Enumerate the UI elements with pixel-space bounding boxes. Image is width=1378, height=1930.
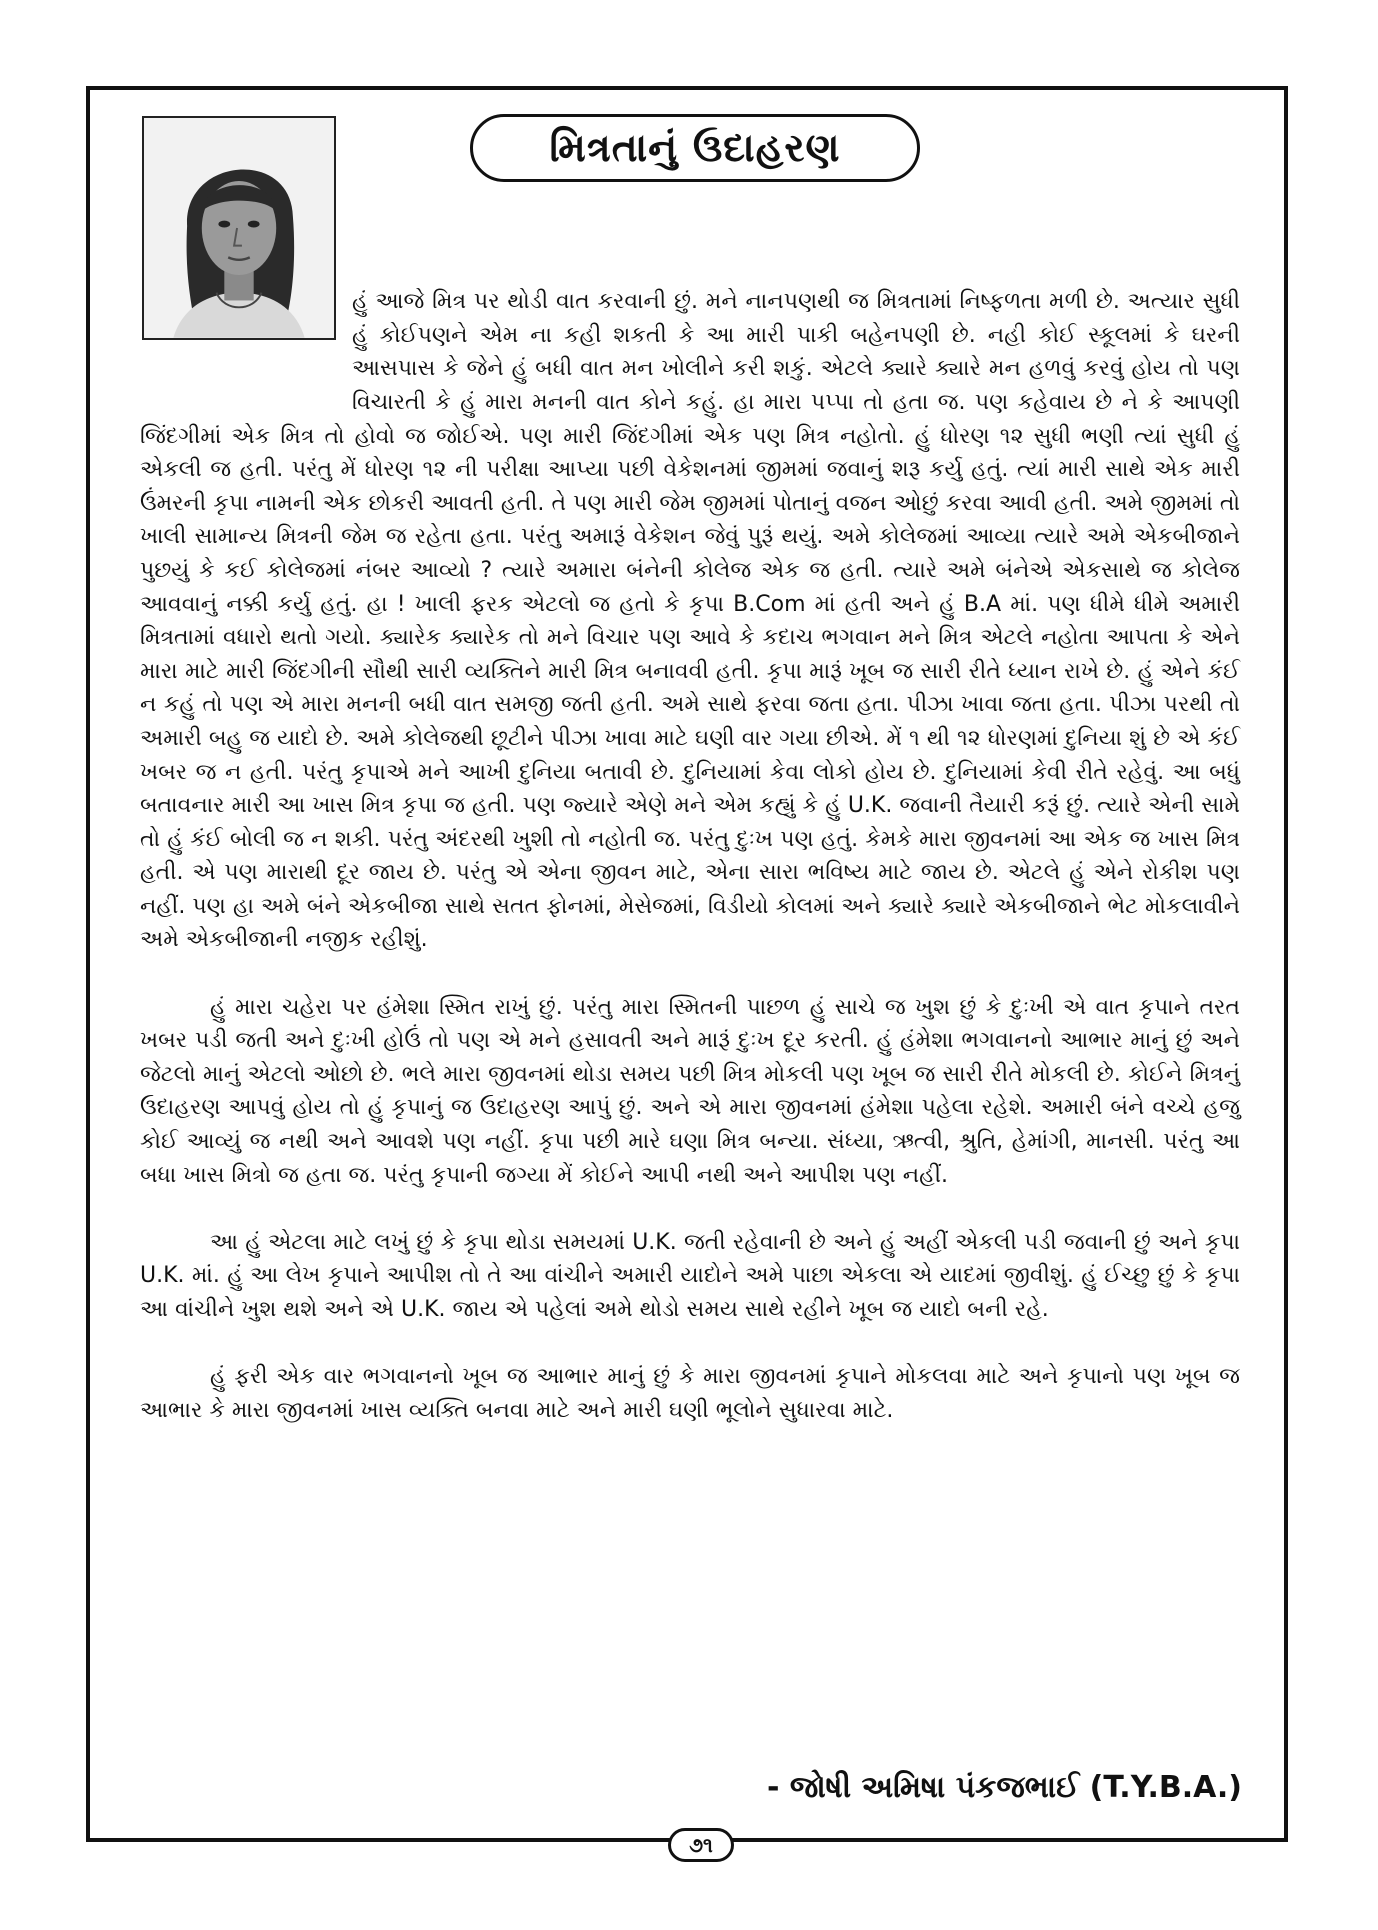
author-signature: - જોષી અમિષા પંકજભાઈ (T.Y.B.A.): [766, 1770, 1242, 1805]
paragraph-1: હું આજે મિત્ર પર થોડી વાત કરવાની છું. મને નાનપણથી જ મિત્રતામાં નિષ્ફળતા મળી છે. અત્યાર સુધી હું કોઈપણને એમ ના કહી શકતી કે આ મારી પાકી બહેનપણી છે. નહી કોઈ સ્કૂલમાં કે ઘરની આસપાસ કે જેને હું બધી વાત મન ખોલીને કરી શકું. એટલે ક્યારે ક્યારે મન હળવું કરવું હોય તો પણ વિચારતી કે હું મારા મનની વાત કોને કહું. હા મારા પપ્પા તો હતા જ. પણ કહેવાય છે ને કે આપણી જિંદગીમાં એક મિત્ર તો હોવો જ જોઈએ. પણ મારી જિંદગીમાં એક પણ મિત્ર નહોતો. હું ધોરણ ૧૨ સુધી ભણી ત્યાં સુધી હું એકલી જ હતી. પરંતુ મેં ધોરણ ૧૨ ની પરીક્ષા આપ્યા પછી વેકેશનમાં જીમમાં જવાનું શરૂ કર્યુ હતું. ત્યાં મારી સાથે એક મારી ઉંમરની કૃપા નામની એક છોકરી આવતી હતી. તે પણ મારી જેમ જીમમાં પોતાનું વજન ઓછું કરવા આવી હતી. અમે જીમમાં તો ખાલી સામાન્ય મિત્રની જેમ જ રહેતા હતા. પરંતુ અમારૂં વેકેશન જેવું પુરૂં થયું. અમે કોલેજમાં આવ્યા ત્યારે અમે એકબીજાને પુછયું કે કઈ કોલેજમાં નંબર આવ્યો ? ત્યારે અમારા બંનેની કોલેજ એક જ હતી. ત્યારે અમે બંનેએ એકસાથે જ કોલેજ આવવાનું નક્કી કર્યુ હતું. હા ! ખાલી ફરક એટલો જ હતો કે કૃપા B.Com માં હતી અને હું B.A માં. પણ ધીમે ધીમે અમારી મિત્રતામાં વધારો થતો ગયો. ક્યારેક ક્યારેક તો મને વિચાર પણ આવે કે કદાચ ભગવાન મને મિત્ર એટલે નહોતા આપતા કે એને મારા માટે મારી જિંદગીની સૌથી સારી વ્યક્તિને મારી મિત્ર બનાવવી હતી. કૃપા મારૂં ખૂબ જ સારી રીતે ધ્યાન રાખે છે. હું એને કંઈ ન કહું તો પણ એ મારા મનની બધી વાત સમજી જતી હતી. અમે સાથે ફરવા જતા હતા. પીઝા ખાવા જતા હતા. પીઝા પરથી તો અમારી બહુ જ યાદો છે. અમે કોલેજથી છૂટીને પીઝા ખાવા માટે ઘણી વાર ગયા છીએ. મેં ૧ થી ૧૨ ધોરણમાં દુનિયા શું છે એ કંઈ ખબર જ ન હતી. પરંતુ કૃપાએ મને આખી દુનિયા બતાવી છે. દુનિયામાં કેવા લોકો હોય છે. દુનિયામાં કેવી રીતે રહેવું. આ બધું બતાવનાર મારી આ ખાસ મિત્ર કૃપા જ હતી. પણ જ્યારે એણે મને એમ કહ્યું કે હું U.K. જવાની તૈયારી કરૂં છું. ત્યારે એની સામે તો હું કંઈ બોલી જ ન શકી. પરંતુ અંદરથી ખુશી તો નહોતી જ. પરંતુ દુઃખ પણ હતું. કેમકે મારા જીવનમાં આ એક જ ખાસ મિત્ર હતી. એ પણ મારાથી દૂર જાય છે. પરંતુ એ એના જીવન માટે, એના સારા ભવિષ્ય માટે જાય છે. એટલે હું એને રોકીશ પણ નહીં. પણ હા અમે બંને એકબીજા સાથે સતત ફોનમાં, મેસેજમાં, વિડીયો કોલમાં અને ક્યારે ક્યારે એકબીજાને ભેટ મોકલાવીને અમે એકબીજાની નજીક રહીશું.: [140, 289, 1240, 953]
page-frame: [86, 86, 1288, 1857]
paragraph-3: આ હું એટલા માટે લખું છું કે કૃપા થોડા સમયમાં U.K. જતી રહેવાની છે અને હું અહીં એકલી પડી જવાની છું અને કૃપા U.K. માં. હું આ લેખ કૃપાને આપીશ તો તે આ વાંચીને અમારી યાદોને અમે પાછા એકલા એ યાદમાં જીવીશું. હું ઈચ્છુ છું કે કૃપા આ વાંચીને ખુશ થશે અને એ U.K. જાય એ પહેલાં અમે થોડો સમય સાથે રહીને ખૂબ જ યાદો બની રહે.: [140, 1229, 1240, 1322]
article-body: [140, 218, 1240, 1461]
photo-spacer: [140, 252, 352, 398]
paragraph-4: હું ફરી એક વાર ભગવાનનો ખૂબ જ આભાર માનું છું કે મારા જીવનમાં કૃપાને મોકલવા માટે અને કૃપાનો પણ ખૂબ જ આભાર કે મારા જીવનમાં ખાસ વ્યક્તિ બનવા માટે અને મારી ઘણી ભૂલોને સુધારવા માટે.: [140, 1364, 1240, 1423]
page-number: ૭૧: [668, 1828, 734, 1862]
paragraph-2: હું મારા ચહેરા પર હંમેશા સ્મિત રાખું છું. પરંતુ મારા સ્મિતની પાછળ હું સાચે જ ખુશ છું કે દુઃખી એ વાત કૃપાને તરત ખબર પડી જતી અને દુઃખી હોઉં તો પણ એ મને હસાવતી અને મારૂં દુઃખ દૂર કરતી. હું હંમેશા ભગવાનનો આભાર માનું છું અને જેટલો માનું એટલો ઓછો છે. ભલે મારા જીવનમાં થોડા સમય પછી મિત્ર મોકલી પણ ખૂબ જ સારી રીતે મોકલી છે. કોઈને મિત્રનું ઉદાહરણ આપવું હોય તો હું કૃપાનું જ ઉદાહરણ આપું છું. અને એ મારા જીવનમાં હંમેશા પહેલા રહેશે. અમારી બંને વચ્ચે હજુ કોઈ આવ્યું જ નથી અને આવશે પણ નહીં. કૃપા પછી મારે ઘણા મિત્ર બન્યા. સંધ્યા, ઋત્વી, શ્રુતિ, હેમાંગી, માનસી. પરંતુ આ બધા ખાસ મિત્રો જ હતા જ. પરંતુ કૃપાની જગ્યા મેં કોઈને આપી નથી અને આપીશ પણ નહીં.: [140, 994, 1240, 1188]
article-title: મિત્રતાનું ઉદાહરણ: [470, 114, 920, 182]
